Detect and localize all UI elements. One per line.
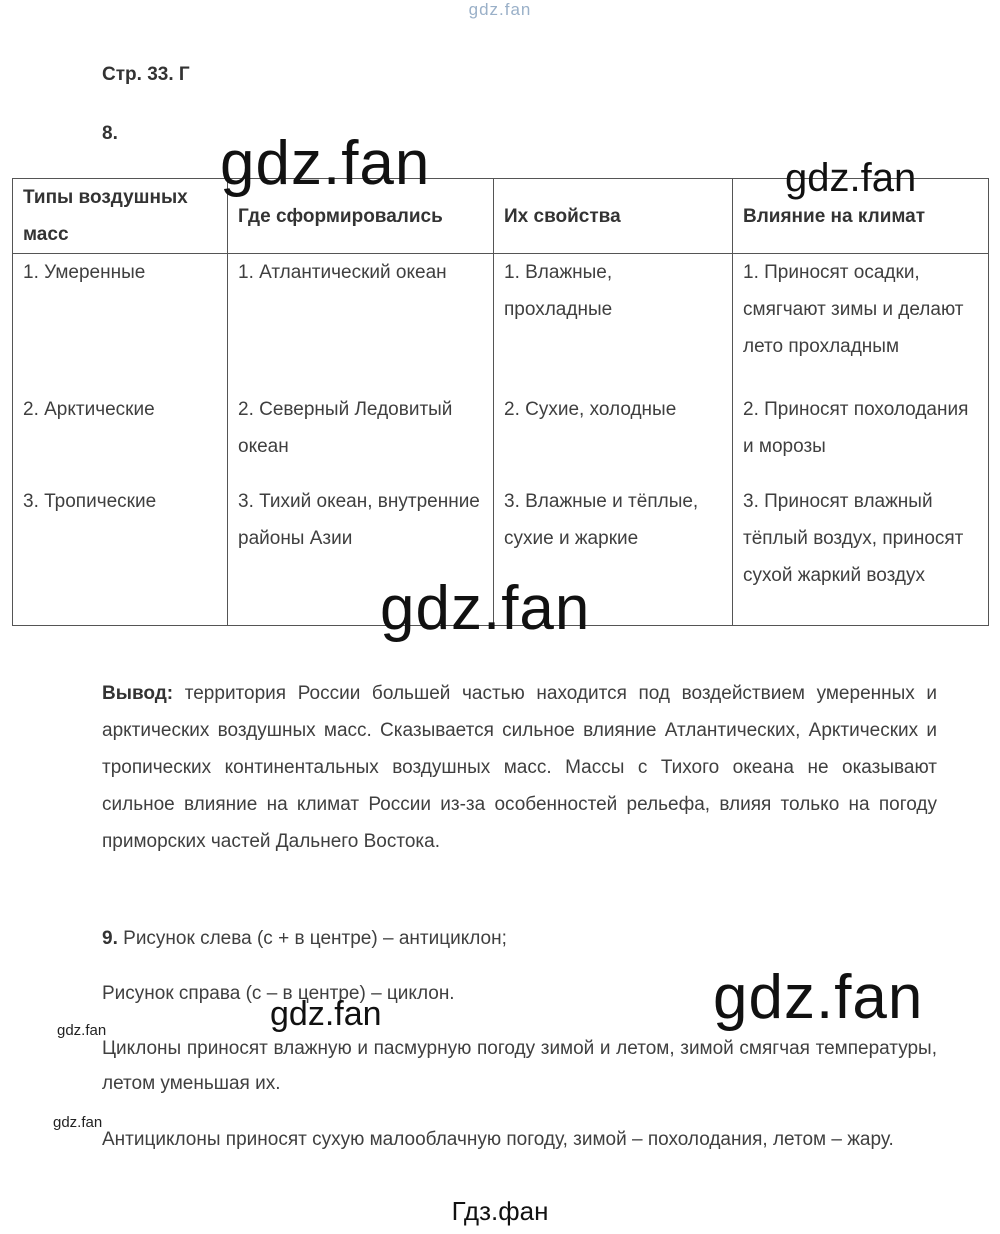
watermark: gdz.fan	[53, 1114, 103, 1131]
conclusion-label: Вывод:	[102, 683, 174, 704]
watermark: gdz.fan	[380, 574, 591, 643]
left-figure-answer: Рисунок слева (с + в центре) – антициклон;	[123, 928, 507, 949]
question-9-label: 9.	[102, 928, 118, 949]
conclusion-paragraph	[102, 675, 937, 860]
table-cell: 2. Приносят похолодания и морозы	[733, 391, 989, 482]
table-header-climate-influence: Влияние на климат	[733, 179, 989, 254]
page-reference: Стр. 33. Г	[102, 64, 190, 85]
table-row	[13, 391, 989, 482]
anticyclones-paragraph: Антициклоны приносят сухую малооблачную погоду, зимой – похолодания, летом – жару.	[102, 1129, 894, 1150]
watermark: gdz.fan	[220, 129, 431, 198]
table-cell: 1. Влажные, прохладные	[494, 254, 733, 392]
table-cell: 3. Тихий океан, внутренние районы Азии	[228, 483, 494, 626]
table-cell: 1. Умеренные	[13, 254, 228, 392]
table-header-types: Типы воздушных масс	[13, 179, 228, 254]
watermark-top: gdz.fan	[468, 0, 532, 19]
table-cell: 2. Сухие, холодные	[494, 391, 733, 482]
table-cell: 3. Приносят влажный тёплый воздух, приносят сухой жаркий воздух	[733, 483, 989, 626]
cyclones-paragraph: Циклоны приносят влажную и пасмурную погоду зимой и летом, зимой смягчая температуры, летом уменьшая их.	[102, 1038, 937, 1094]
table-header-properties: Их свойства	[494, 179, 733, 254]
table-cell: 2. Арктические	[13, 391, 228, 482]
table-cell: 3. Влажные и тёплые, сухие и жаркие	[494, 483, 733, 626]
table-cell: 1. Атлантический океан	[228, 254, 494, 392]
watermark: gdz.fan	[713, 963, 924, 1032]
conclusion-text: территория России большей частью находится под воздействием умеренных и арктических воздушных масс. Сказывается сильное влияние Атлантических, Арктических и тропических континентальных воздушных масс. Массы с Тихого океана не оказывают сильное влияние на климат России из-за особенностей рельефа, влияя только на погоду приморских частей Дальнего Востока.	[102, 683, 937, 852]
watermark: gdz.fan	[785, 156, 917, 200]
table-cell: 2. Северный Ледовитый океан	[228, 391, 494, 482]
table-cell: 1. Приносят осадки, смягчают зимы и делают лето прохладным	[733, 254, 989, 392]
table-cell: 3. Тропические	[13, 483, 228, 626]
watermark: gdz.fan	[57, 1022, 107, 1039]
right-figure-answer: Рисунок справа (с – в центре) – циклон.	[102, 983, 455, 1004]
question-9-paragraph	[102, 920, 937, 957]
footer-site-name: Гдз.фан	[451, 1196, 549, 1226]
table-header-origin: Где сформировались	[228, 179, 494, 254]
watermark: gdz.fan	[270, 995, 382, 1033]
air-mass-table	[12, 178, 989, 626]
question-8-label: 8.	[102, 123, 118, 144]
table-row	[13, 254, 989, 392]
